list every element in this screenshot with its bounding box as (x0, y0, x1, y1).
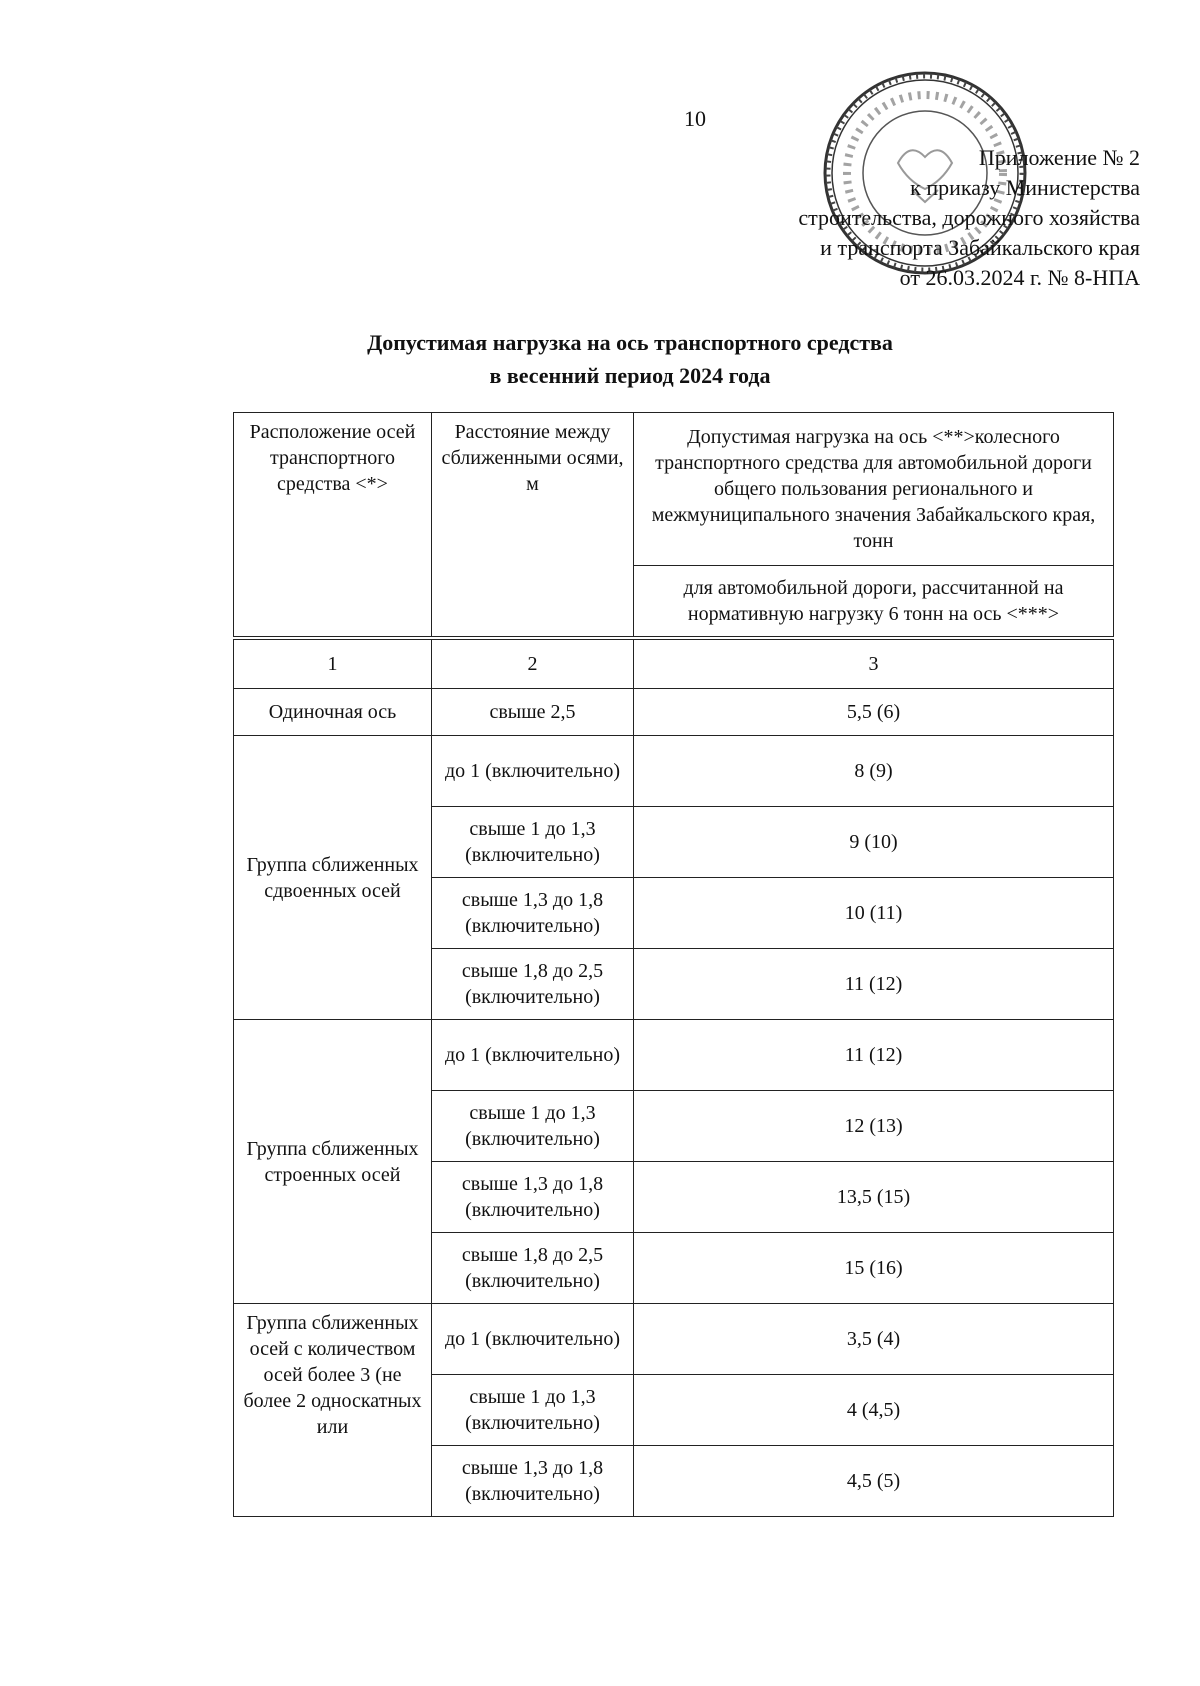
load-cell: 11 (12) (634, 949, 1114, 1020)
header-permitted-load: Допустимая нагрузка на ось <**>колесного транспортного средства для автомобильной дороги общего пользования регионального и межмуниципального значения Забайкальского края, тонн (634, 413, 1114, 566)
distance-cell: свыше 2,5 (432, 689, 634, 736)
appendix-line: Приложение № 2 (978, 145, 1140, 170)
distance-cell: свыше 1,8 до 2,5 (включительно) (432, 1233, 634, 1304)
axle-load-table (233, 412, 1114, 1517)
distance-cell: до 1 (включительно) (432, 1020, 634, 1091)
document-title (230, 326, 1030, 392)
load-cell: 3,5 (4) (634, 1304, 1114, 1375)
table-row (234, 1304, 1114, 1375)
load-cell: 12 (13) (634, 1091, 1114, 1162)
axle-layout-cell: Группа сближенных сдвоенных осей (234, 736, 432, 1020)
header-road-6t: для автомобильной дороги, рассчитанной на нормативную нагрузку 6 тонн на ось <***> (634, 566, 1114, 639)
load-cell: 9 (10) (634, 807, 1114, 878)
page-number: 10 (684, 106, 706, 131)
distance-cell: свыше 1 до 1,3 (включительно) (432, 807, 634, 878)
appendix-header (620, 143, 1140, 293)
distance-cell: свыше 1,8 до 2,5 (включительно) (432, 949, 634, 1020)
appendix-line: строительства, дорожного хозяйства (798, 205, 1140, 230)
title-line: в весенний период 2024 года (489, 363, 771, 388)
title-line: Допустимая нагрузка на ось транспортного средства (367, 330, 893, 355)
axle-layout-cell: Группа сближенных строенных осей (234, 1020, 432, 1304)
header-axle-distance: Расстояние между сближенными осями, м (432, 413, 634, 639)
header-axle-layout: Расположение осей транспортного средства <*> (234, 413, 432, 639)
axle-layout-cell: Группа сближенных осей с количеством осей более 3 (не более 2 односкатных или (234, 1304, 432, 1517)
axle-layout-cell: Одиночная ось (234, 689, 432, 736)
distance-cell: свыше 1,3 до 1,8 (включительно) (432, 1162, 634, 1233)
appendix-line: от 26.03.2024 г. № 8-НПА (899, 265, 1140, 290)
load-cell: 8 (9) (634, 736, 1114, 807)
load-cell: 4,5 (5) (634, 1446, 1114, 1517)
load-cell: 15 (16) (634, 1233, 1114, 1304)
table-row (234, 689, 1114, 736)
distance-cell: до 1 (включительно) (432, 1304, 634, 1375)
table-row (234, 1020, 1114, 1091)
load-cell: 11 (12) (634, 1020, 1114, 1091)
column-number-row (234, 638, 1114, 689)
distance-cell: свыше 1 до 1,3 (включительно) (432, 1375, 634, 1446)
column-number: 1 (234, 638, 432, 689)
appendix-line: и транспорта Забайкальского края (820, 235, 1140, 260)
load-cell: 4 (4,5) (634, 1375, 1114, 1446)
distance-cell: свыше 1 до 1,3 (включительно) (432, 1091, 634, 1162)
load-cell: 10 (11) (634, 878, 1114, 949)
load-cell: 5,5 (6) (634, 689, 1114, 736)
distance-cell: свыше 1,3 до 1,8 (включительно) (432, 878, 634, 949)
table-row (234, 736, 1114, 807)
table-header-row (234, 413, 1114, 566)
load-cell: 13,5 (15) (634, 1162, 1114, 1233)
appendix-line: к приказу Министерства (910, 175, 1140, 200)
column-number: 2 (432, 638, 634, 689)
distance-cell: свыше 1,3 до 1,8 (включительно) (432, 1446, 634, 1517)
distance-cell: до 1 (включительно) (432, 736, 634, 807)
column-number: 3 (634, 638, 1114, 689)
